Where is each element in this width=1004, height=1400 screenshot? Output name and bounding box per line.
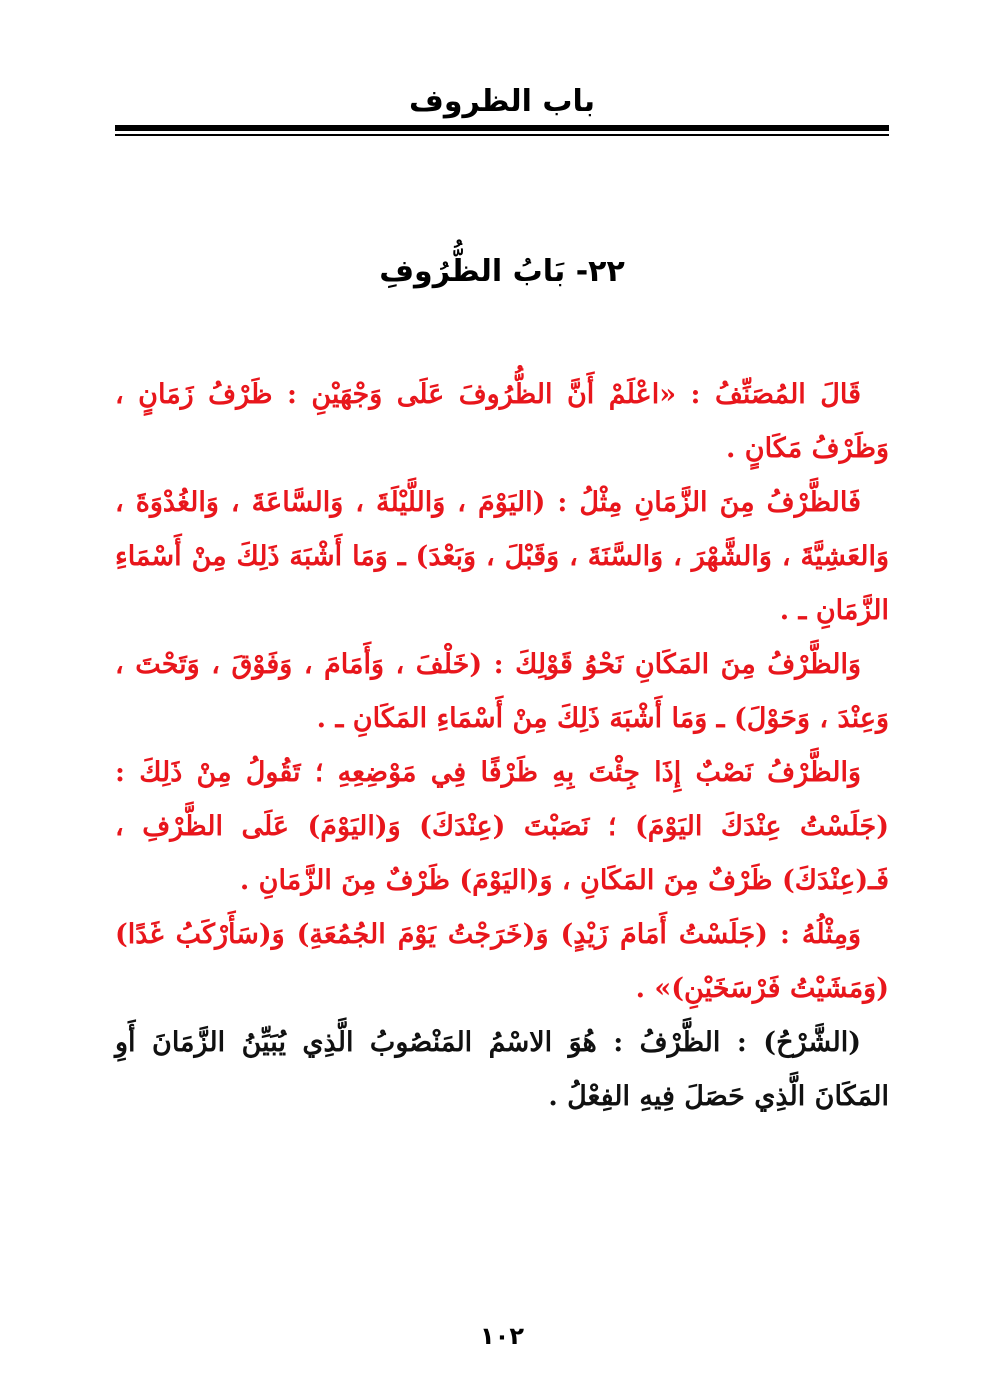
body-text [115,368,889,1124]
quote-paragraph-5: وَمِثْلُهُ : (جَلَسْتُ أَمَامَ زَيْدٍ) وَ(خَرَجْتُ يَوْمَ الجُمُعَةِ) وَ(سَأَرْكَبُ غَدًا) (وَمَشَيْتُ فَرْسَخَيْنِ)» . [115,919,889,1004]
quote-paragraph-1: قَالَ المُصَنِّفُ : «اعْلَمْ أَنَّ الظُّرُوفَ عَلَى وَجْهَيْنِ : ظَرْفُ زَمَانٍ ، وَظَرْفُ مَكَانٍ . [115,379,889,464]
quote-paragraph-4: وَالظَّرْفُ نَصْبٌ إِذَا جِئْتَ بِهِ ظَرْفًا فِي مَوْضِعِهِ ؛ تَقُولُ مِنْ ذَلِكَ : (جَلَسْتُ عِنْدَكَ اليَوْمَ) ؛ نَصَبْتَ (عِنْدَكَ) وَ(اليَوْمَ) عَلَى الظَّرْفِ ، فَـ(عِنْدَكَ) ظَرْفٌ مِنَ المَكَانِ ، وَ(اليَوْمَ) ظَرْفٌ مِنَ الزَّمَانِ . [115,757,889,896]
quote-paragraph-2: فَالظَّرْفُ مِنَ الزَّمَانِ مِثْلُ : (اليَوْمَ ، وَاللَّيْلَةَ ، وَالسَّاعَةَ ، وَالغُدْوَةَ ، وَالعَشِيَّةَ ، وَالشَّهْرَ ، وَالسَّنَةَ ، وَقَبْلَ ، وَبَعْدَ) ـ وَمَا أَشْبَهَ ذَلِكَ مِنْ أَسْمَاءِ الزَّمَانِ ـ . [115,487,889,626]
commentary-paragraph: (الشَّرْحُ) : الظَّرْفُ : هُوَ الاسْمُ المَنْصُوبُ الَّذِي يُبَيِّنُ الزَّمَانَ أَوِ المَكَانَ الَّذِي حَصَلَ فِيهِ الفِعْلُ . [115,1027,889,1112]
header-rule-thick [115,125,889,131]
page-number: ١٠٢ [480,1322,524,1350]
quote-paragraph-3: وَالظَّرْفُ مِنَ المَكَانِ نَحْوُ قَوْلِكَ : (خَلْفَ ، وَأَمَامَ ، وَفَوْقَ ، وَتَحْتَ ، وَعِنْدَ ، وَحَوْلَ) ـ وَمَا أَشْبَهَ ذَلِكَ مِنْ أَسْمَاءِ المَكَانِ ـ . [115,649,889,734]
header-rule-thin [115,134,889,136]
running-header-title: باب الظروف [408,84,596,119]
chapter-title: ٢٢- بَابُ الظُّرُوفِ [379,254,625,289]
